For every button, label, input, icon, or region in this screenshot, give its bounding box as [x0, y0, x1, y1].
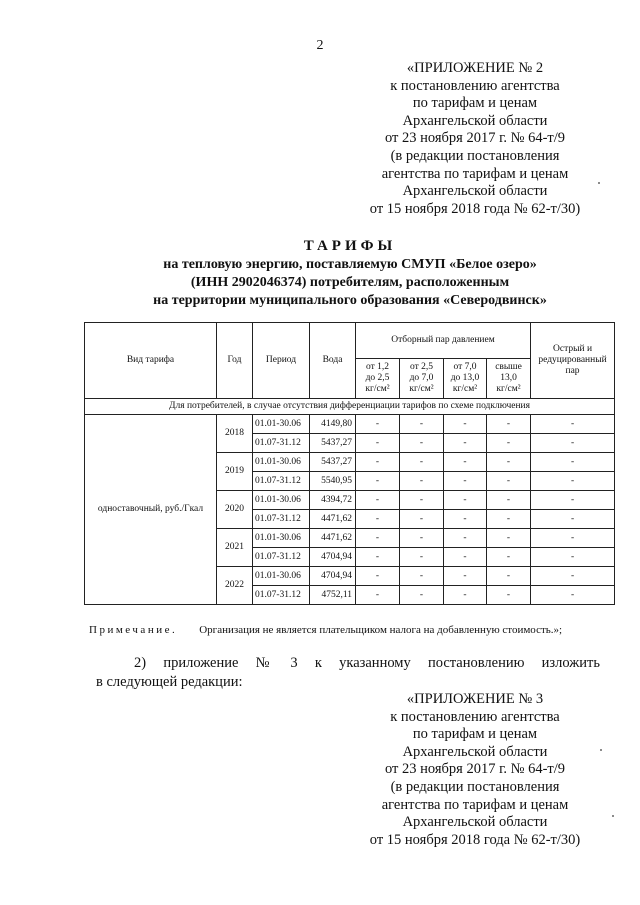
note-lead: Примечание.	[89, 624, 178, 636]
appendix-line: (в редакции постановления	[390, 147, 560, 164]
title-line: (ИНН 2902046374) потребителям, расположенным	[190, 275, 510, 290]
steam-tariff-cell: -	[356, 510, 400, 529]
year-cell: 2018	[217, 415, 253, 453]
water-tariff-cell: 4394,72	[310, 491, 356, 510]
sharp-steam-tariff-cell: -	[531, 548, 615, 567]
appendix-2-header	[355, 60, 595, 218]
steam-tariff-cell: -	[400, 529, 444, 548]
appendix-line: от 15 ноября 2018 года № 62-т/30)	[369, 831, 581, 848]
appendix-line: агентства по тарифам и ценам	[381, 796, 569, 813]
header-water: Вода	[310, 323, 356, 399]
period-cell: 01.07-31.12	[253, 510, 310, 529]
period-cell: 01.07-31.12	[253, 586, 310, 605]
title-line: на тепловую энергию, поставляемую СМУП «Белое озеро»	[163, 257, 537, 272]
steam-tariff-cell: -	[356, 415, 400, 434]
sharp-steam-tariff-cell: -	[531, 434, 615, 453]
steam-tariff-cell: -	[400, 434, 444, 453]
section-label: Для потребителей, в случае отсутствия дифференциации тарифов по схеме подключения	[85, 399, 615, 415]
steam-tariff-cell: -	[356, 472, 400, 491]
steam-tariff-cell: -	[487, 567, 531, 586]
scan-speck	[598, 182, 600, 184]
steam-tariff-cell: -	[356, 567, 400, 586]
appendix-line: по тарифам и ценам	[412, 726, 538, 743]
steam-tariff-cell: -	[444, 491, 487, 510]
steam-tariff-cell: -	[400, 472, 444, 491]
period-cell: 01.01-30.06	[253, 453, 310, 472]
period-cell: 01.01-30.06	[253, 491, 310, 510]
tariff-body	[85, 415, 615, 605]
appendix-line: от 23 ноября 2017 г. № 64-т/9	[384, 130, 566, 147]
scan-speck	[600, 749, 602, 751]
tariff-type-cell: одноставочный, руб./Гкал	[85, 415, 217, 605]
paragraph-line: в следующей редакции:	[96, 674, 243, 690]
paragraph-line: 2) приложение № 3 к указанному постановлению изложить	[134, 655, 600, 671]
steam-tariff-cell: -	[444, 586, 487, 605]
appendix-line: к постановлению агентства	[390, 77, 560, 94]
steam-tariff-cell: -	[487, 415, 531, 434]
header-year: Год	[217, 323, 253, 399]
sharp-steam-tariff-cell: -	[531, 472, 615, 491]
header-period: Период	[253, 323, 310, 399]
appendix-3-header	[355, 691, 595, 849]
steam-tariff-cell: -	[487, 510, 531, 529]
appendix-line: от 15 ноября 2018 года № 62-т/30)	[369, 200, 581, 217]
title-main: ТАРИФЫ	[303, 238, 397, 254]
appendix-line: Архангельской области	[402, 183, 548, 200]
sharp-steam-tariff-cell: -	[531, 529, 615, 548]
note-text: Организация не является плательщиком налога на добавленную стоимость.»;	[199, 624, 563, 636]
steam-tariff-cell: -	[400, 491, 444, 510]
year-cell: 2019	[217, 453, 253, 491]
sharp-steam-tariff-cell: -	[531, 491, 615, 510]
header-steam-group: Отборный пар давлением	[356, 323, 531, 359]
note	[89, 624, 562, 636]
steam-tariff-cell: -	[487, 472, 531, 491]
steam-tariff-cell: -	[444, 567, 487, 586]
header-steam-2: от 2,5 до 7,0 кг/см²	[400, 359, 444, 399]
steam-tariff-cell: -	[400, 453, 444, 472]
water-tariff-cell: 5437,27	[310, 434, 356, 453]
year-cell: 2022	[217, 567, 253, 605]
year-cell: 2020	[217, 491, 253, 529]
steam-tariff-cell: -	[487, 586, 531, 605]
period-cell: 01.01-30.06	[253, 529, 310, 548]
water-tariff-cell: 5540,95	[310, 472, 356, 491]
steam-tariff-cell: -	[487, 529, 531, 548]
steam-tariff-cell: -	[487, 491, 531, 510]
water-tariff-cell: 4704,94	[310, 567, 356, 586]
steam-tariff-cell: -	[356, 491, 400, 510]
period-cell: 01.07-31.12	[253, 434, 310, 453]
scan-speck	[612, 815, 614, 817]
sharp-steam-tariff-cell: -	[531, 586, 615, 605]
appendix-line: от 23 ноября 2017 г. № 64-т/9	[384, 761, 566, 778]
page-number: 2	[316, 38, 324, 53]
title-line: на территории муниципального образования «Северодвинск»	[153, 293, 547, 308]
header-tariff-type: Вид тарифа	[85, 323, 217, 399]
steam-tariff-cell: -	[444, 415, 487, 434]
water-tariff-cell: 4471,62	[310, 529, 356, 548]
period-cell: 01.07-31.12	[253, 472, 310, 491]
sharp-steam-tariff-cell: -	[531, 415, 615, 434]
steam-tariff-cell: -	[356, 434, 400, 453]
period-cell: 01.01-30.06	[253, 567, 310, 586]
sharp-steam-tariff-cell: -	[531, 510, 615, 529]
table-row	[85, 415, 615, 434]
period-cell: 01.01-30.06	[253, 415, 310, 434]
sharp-steam-tariff-cell: -	[531, 567, 615, 586]
appendix-line: «ПРИЛОЖЕНИЕ № 2	[406, 60, 544, 76]
appendix-line: Архангельской области	[402, 743, 548, 760]
appendix-line: Архангельской области	[402, 112, 548, 129]
header-steam-3: от 7,0 до 13,0 кг/см²	[444, 359, 487, 399]
steam-tariff-cell: -	[444, 472, 487, 491]
appendix-line: по тарифам и ценам	[412, 95, 538, 112]
steam-tariff-cell: -	[400, 510, 444, 529]
appendix-line: агентства по тарифам и ценам	[381, 165, 569, 182]
water-tariff-cell: 4704,94	[310, 548, 356, 567]
steam-tariff-cell: -	[400, 586, 444, 605]
water-tariff-cell: 4471,62	[310, 510, 356, 529]
steam-tariff-cell: -	[400, 415, 444, 434]
steam-tariff-cell: -	[400, 548, 444, 567]
amendment-paragraph	[96, 654, 600, 692]
appendix-line: к постановлению агентства	[390, 708, 560, 725]
steam-tariff-cell: -	[444, 434, 487, 453]
tariff-title	[60, 236, 640, 310]
steam-tariff-cell: -	[487, 434, 531, 453]
water-tariff-cell: 4149,80	[310, 415, 356, 434]
header-steam-1: от 1,2 до 2,5 кг/см²	[356, 359, 400, 399]
steam-tariff-cell: -	[356, 548, 400, 567]
steam-tariff-cell: -	[444, 529, 487, 548]
year-cell: 2021	[217, 529, 253, 567]
header-steam-4: свыше 13,0 кг/см²	[487, 359, 531, 399]
steam-tariff-cell: -	[444, 510, 487, 529]
steam-tariff-cell: -	[356, 529, 400, 548]
appendix-line: «ПРИЛОЖЕНИЕ № 3	[406, 691, 544, 707]
period-cell: 01.07-31.12	[253, 548, 310, 567]
steam-tariff-cell: -	[444, 548, 487, 567]
steam-tariff-cell: -	[487, 453, 531, 472]
steam-tariff-cell: -	[356, 586, 400, 605]
tariff-table	[84, 322, 615, 605]
water-tariff-cell: 4752,11	[310, 586, 356, 605]
water-tariff-cell: 5437,27	[310, 453, 356, 472]
appendix-line: (в редакции постановления	[390, 778, 560, 795]
steam-tariff-cell: -	[356, 453, 400, 472]
header-sharp-steam: Острый и редуцированный пар	[531, 323, 615, 399]
appendix-line: Архангельской области	[402, 814, 548, 831]
sharp-steam-tariff-cell: -	[531, 453, 615, 472]
steam-tariff-cell: -	[400, 567, 444, 586]
steam-tariff-cell: -	[487, 548, 531, 567]
steam-tariff-cell: -	[444, 453, 487, 472]
